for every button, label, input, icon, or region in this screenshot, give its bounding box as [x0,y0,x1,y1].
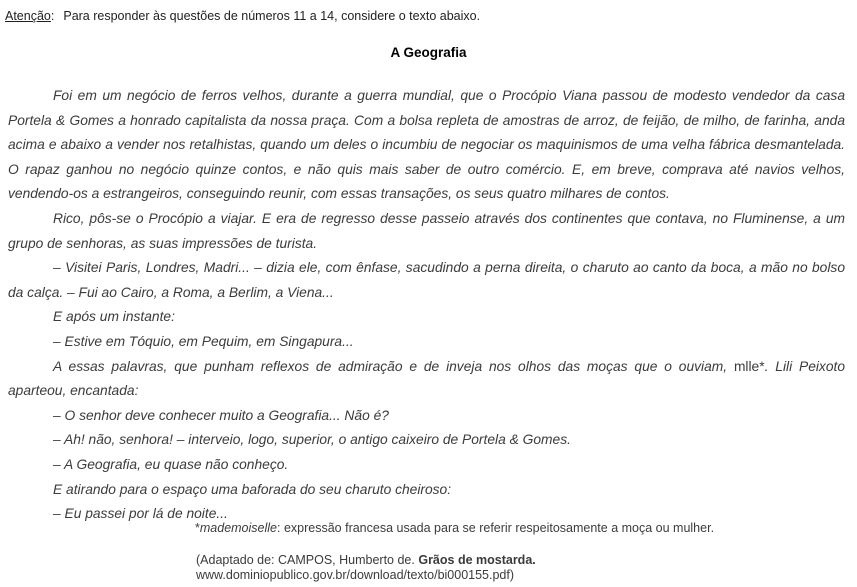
text-title: A Geografia [390,45,467,60]
source-book-title: Grãos de mostarda. [418,553,536,567]
mlle-abbreviation: mlle* [733,358,765,374]
paragraph-4: E após um instante: [53,309,175,325]
paragraph-6 [8,355,845,404]
paragraph-7-dialogue: – O senhor deve conhecer muito a Geografia... Não é? [53,407,389,423]
attention-instruction: Para responder às questões de números 11 a 14, considere o texto abaixo. [63,9,481,23]
paragraph-5-dialogue: – Estive em Tóquio, em Pequim, em Singapura... [53,333,354,349]
paragraph-2: Rico, pôs-se o Procópio a viajar. E era de regresso desse passeio através dos continentes que contava, no Fluminense, a um grupo de senhoras, as suas impressões de turista. [8,210,845,251]
source-url: www.dominiopublico.gov.br/download/texto/bi000155.pdf) [196,568,515,582]
footnote-term: mademoiselle [199,521,277,535]
text-body [8,84,845,527]
paragraph-6-after: . Lili Peixoto aparteou, encantada: [8,358,846,399]
paragraph-1: Foi em um negócio de ferros velhos, durante a guerra mundial, que o Procópio Viana passou de modesto vendedor da casa Portela & Gomes a honrado capitalista da nossa praça. Com a bolsa repleta de amostras de arroz, de feijão, de milho, de farinha, anda acima e abaixo a vender nos retalhistas, quando um deles o incumbiu de negociar os maquinismos de uma velha fábrica desmantelada. O rapaz ganhou no negócio quinze contos, e não quis mais saber de outro comércio. E, em breve, comprava até navios velhos, vendendo-os a estrangeiros, conseguindo reunir, com essas transações, os seus quatro milhares de contos. [8,88,845,202]
attention-note [5,8,845,24]
attention-colon: : [50,9,55,23]
paragraph-8-dialogue: – Ah! não, senhora! – interveio, logo, superior, o antigo caixeiro de Portela & Gomes. [53,432,571,448]
footnote-asterisk: * [195,521,200,535]
paragraph-11-dialogue: – Eu passei por lá de noite... [53,506,228,522]
paragraph-10: E atirando para o espaço uma baforada do seu charuto cheiroso: [53,481,452,497]
source-prefix: (Adaptado de: CAMPOS, Humberto de. [196,553,419,567]
paragraph-3-dialogue: – Visitei Paris, Londres, Madri... – dizia ele, com ênfase, sacudindo a perna direita, o charuto ao canto da boca, a mão no bolso da calça. – Fui ao Cairo, a Roma, a Berlim, a Viena... [8,260,845,300]
attention-label: Atenção [5,9,51,23]
source-citation [196,553,857,583]
paragraph-9-dialogue: – A Geografia, eu quase não conheço. [53,456,289,472]
paragraph-6-before: A essas palavras, que punham reflexos de admiração e de inveja nos olhos das moças que o ouviam, [53,358,734,374]
footnote [195,521,714,536]
footnote-definition: : expressão francesa usada para se referir respeitosamente a moça ou mulher. [277,521,715,535]
